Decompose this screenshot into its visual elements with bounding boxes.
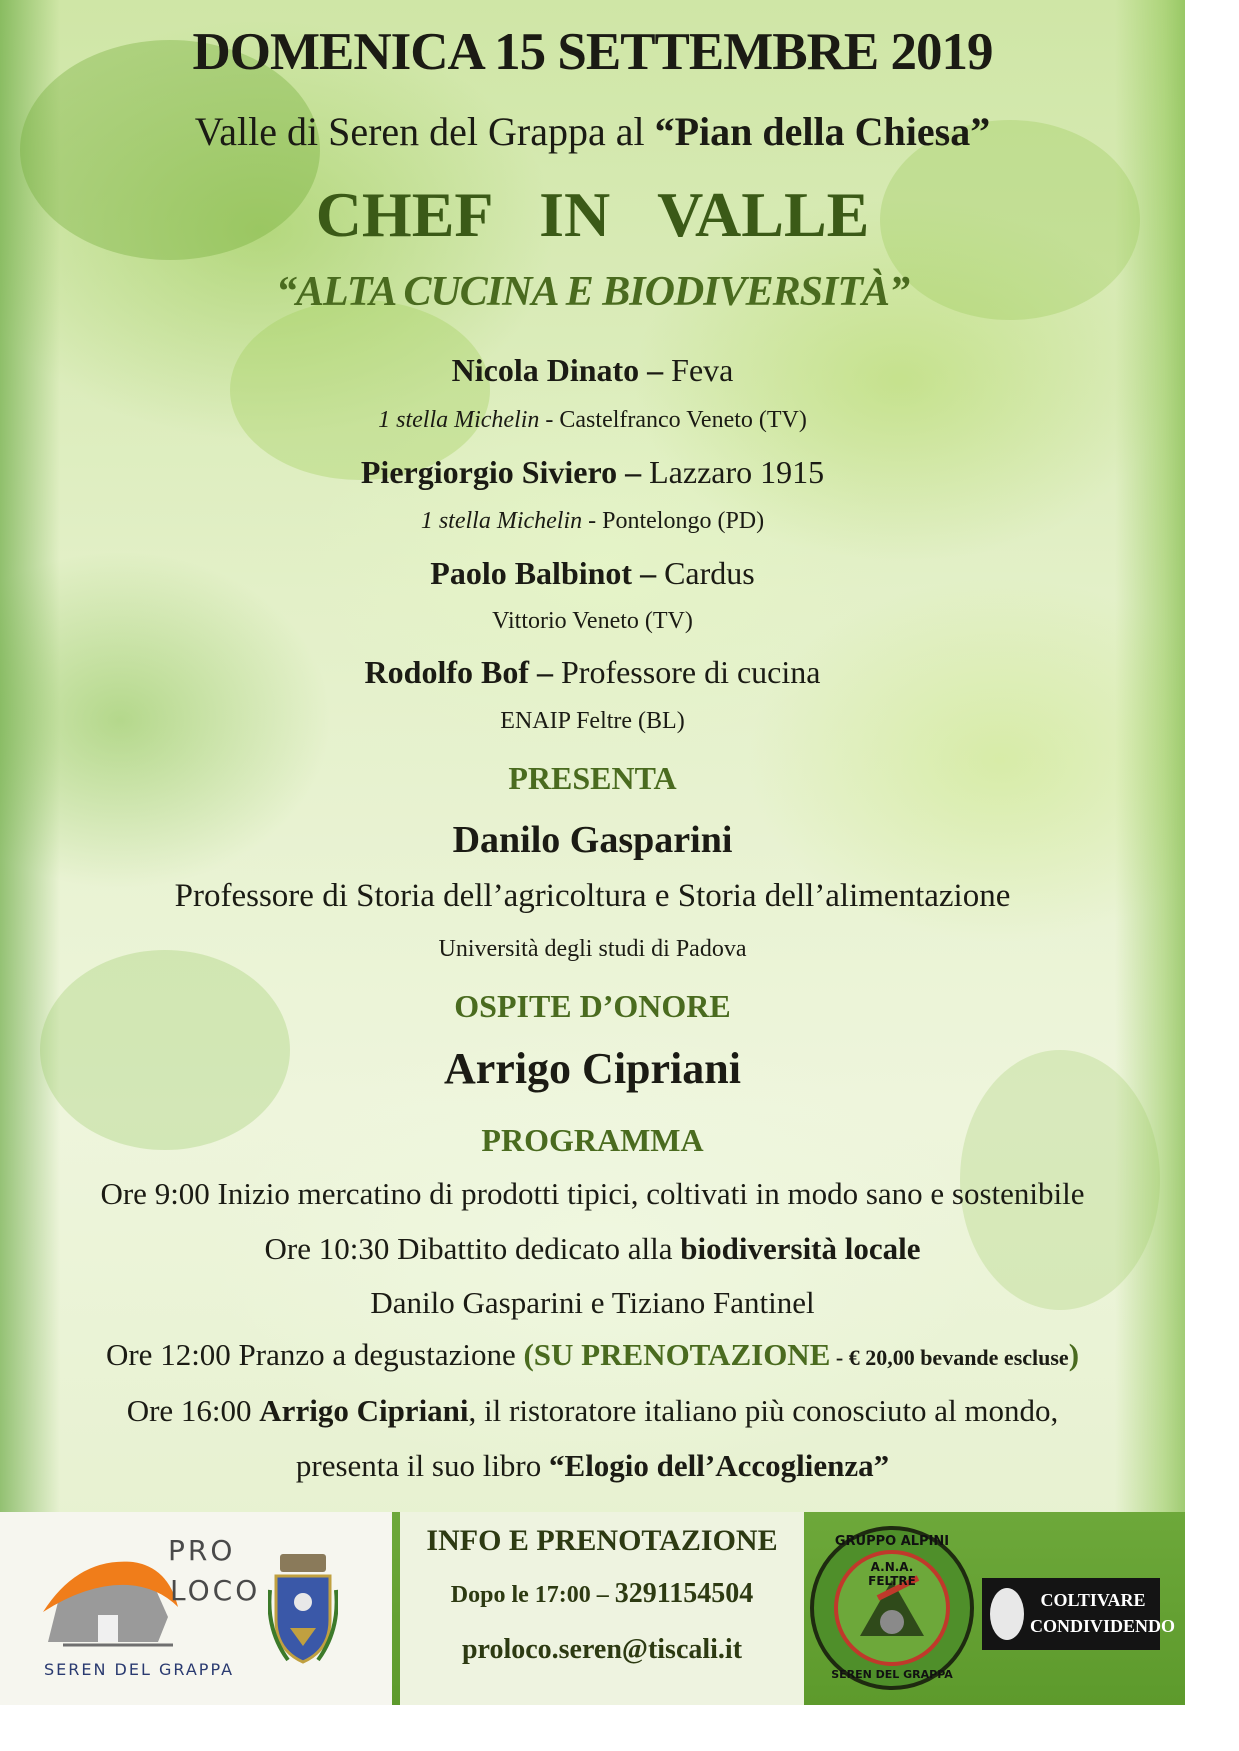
program-line-4-price: - € 20,00 bevande escluse xyxy=(830,1345,1069,1370)
event-title: CHEF IN VALLE xyxy=(315,179,870,250)
coltivare-badge xyxy=(982,1578,1176,1650)
footer-bar xyxy=(0,1512,1185,1705)
presenter-name: Danilo Gasparini xyxy=(452,819,733,861)
program-heading: PROGRAMMA xyxy=(481,1122,704,1158)
location-prefix: Valle di Seren del Grappa al xyxy=(194,109,645,154)
program-line-4-close: ) xyxy=(1068,1337,1080,1372)
info-email[interactable]: proloco.seren@tiscali.it xyxy=(461,1634,743,1665)
chef-restaurant: Professore di cucina xyxy=(560,654,821,690)
alpini-ana: A.N.A. xyxy=(870,1560,914,1574)
chef-separator: – xyxy=(528,654,561,690)
chef-name: Rodolfo Bof xyxy=(364,654,529,690)
info-contact-line xyxy=(400,1578,804,1610)
proloco-logo xyxy=(0,1512,392,1705)
badge-line-1: COLTIVARE xyxy=(1040,1590,1146,1610)
program-line-6-bold: “Elogio dell’Accoglienza” xyxy=(549,1448,890,1483)
chef-line xyxy=(0,555,1185,592)
chef-detail-text: - Pontelongo (PD) xyxy=(582,508,765,534)
chef-line xyxy=(0,454,1185,491)
coat-of-arms-icon xyxy=(268,1550,338,1670)
info-heading: INFO E PRENOTAZIONE xyxy=(426,1524,778,1557)
info-separator: – xyxy=(590,1582,615,1608)
chef-separator: – xyxy=(617,454,650,490)
info-phone[interactable]: 3291154504 xyxy=(614,1578,754,1609)
program-line-4-bold: (SU PRENOTAZIONE xyxy=(523,1337,831,1372)
chef-name: Nicola Dinato xyxy=(451,352,640,388)
chef-line xyxy=(0,352,1185,389)
chef-detail: Vittorio Veneto (TV) xyxy=(492,608,693,634)
info-panel xyxy=(400,1512,804,1705)
alpini-bottom: SEREN DEL GRAPPA xyxy=(831,1668,953,1681)
program-line-6 xyxy=(0,1448,1185,1484)
program-line-5 xyxy=(0,1393,1185,1429)
program-line-2-bold: biodiversità locale xyxy=(680,1231,921,1266)
chef-restaurant: Cardus xyxy=(664,555,755,591)
event-subtitle: “ALTA CUCINA E BIODIVERSITÀ” xyxy=(276,269,909,315)
program-line-4-text: Ore 12:00 Pranzo a degustazione xyxy=(105,1337,524,1372)
guest-name: Arrigo Cipriani xyxy=(444,1044,741,1093)
chef-detail xyxy=(0,407,1185,434)
chef-detail-italic: 1 stella Michelin xyxy=(378,407,540,433)
chef-restaurant: Feva xyxy=(671,352,734,388)
program-line-5-suffix: , il ristoratore italiano più conosciuto al mondo, xyxy=(468,1393,1059,1428)
info-hours: Dopo le 17:00 xyxy=(450,1582,591,1608)
alpini-logo xyxy=(808,1518,976,1698)
chef-separator: – xyxy=(639,352,672,388)
proloco-pro: PRO xyxy=(168,1534,236,1567)
presenter-heading: PRESENTA xyxy=(508,760,677,796)
program-line-5-bold: Arrigo Cipriani xyxy=(259,1393,469,1428)
presenter-institution: Università degli studi di Padova xyxy=(438,936,747,962)
badge-logo-icon xyxy=(990,1588,1024,1640)
chef-restaurant: Lazzaro 1915 xyxy=(649,454,825,490)
presenter-role: Professore di Storia dell’agricoltura e Storia dell’alimentazione xyxy=(174,878,1011,914)
program-line-6-text: presenta il suo libro xyxy=(295,1448,550,1483)
program-line-1: Ore 9:00 Inizio mercatino di prodotti tipici, coltivati in modo sano e sostenibile xyxy=(100,1176,1085,1211)
chef-detail-text: - Castelfranco Veneto (TV) xyxy=(539,407,807,433)
proloco-place: SEREN DEL GRAPPA xyxy=(44,1660,235,1679)
chef-name: Piergiorgio Siviero xyxy=(360,454,618,490)
chef-name: Paolo Balbinot xyxy=(430,555,633,591)
event-date: DOMENICA 15 SETTEMBRE 2019 xyxy=(192,23,993,81)
program-line-2-text: Ore 10:30 Dibattito dedicato alla xyxy=(264,1231,681,1266)
guest-heading: OSPITE D’ONORE xyxy=(454,988,731,1024)
location-place: “Pian della Chiesa” xyxy=(654,109,991,154)
program-line-5-text: Ore 16:00 xyxy=(126,1393,260,1428)
chef-detail-italic: 1 stella Michelin xyxy=(420,508,583,534)
program-line-2 xyxy=(0,1231,1185,1267)
chef-detail: ENAIP Feltre (BL) xyxy=(500,708,685,734)
chef-separator: – xyxy=(632,555,665,591)
badge-line-2: CONDIVIDENDO xyxy=(1030,1616,1176,1636)
program-line-3: Danilo Gasparini e Tiziano Fantinel xyxy=(370,1285,815,1320)
proloco-loco: LOCO xyxy=(170,1574,261,1607)
chef-line xyxy=(0,654,1185,691)
alpini-feltre: FELTRE xyxy=(868,1574,916,1588)
leaf-blob xyxy=(230,300,490,480)
program-line-4 xyxy=(0,1337,1185,1373)
alpini-top: GRUPPO ALPINI xyxy=(834,1534,950,1549)
event-location xyxy=(0,108,1185,155)
chef-detail xyxy=(0,508,1185,535)
